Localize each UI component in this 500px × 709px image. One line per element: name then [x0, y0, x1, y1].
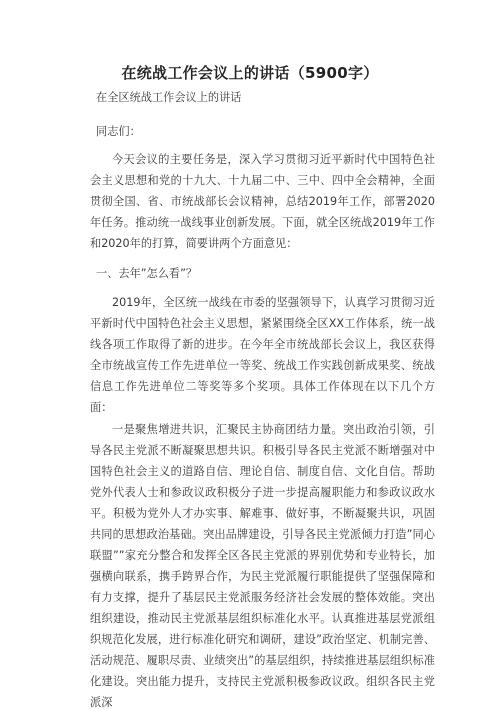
- greeting: 同志们：: [96, 125, 141, 138]
- section-heading: 一、去年”怎么看”？: [96, 267, 198, 280]
- paragraph-point-one: 一是聚焦增进共识，汇聚民主协商团结力量。突出政治引领，引导各民主党派不断凝聚思想共识。积极引导各民主党派不断增强对中国特色社会主义的道路自信、理论自信、制度自信、文化自信。帮助党外代表人士和参政议政积极分子进一步提高履职能力和参政议政水平。积极为党外人才办实事、解难事、做好事，不断凝聚共识，巩固共同的思想政治基础。突出品牌建设，引导各民主党派倾力打造”同心联盟””家充分整合和发挥全区各民主党派的界别优势和专业特长，加强横向联系，携手跨界合作，为民主党派履行职能提供了坚强保障和有力支撑，提升了基层民主党派服务经济社会发展的整体效能。突出组织建设，推动民主党派基层组织标准化水平。认真推进基层党派组织规范化发展，进行标准化研究和调研，建设”政治坚定、机制完善、活动规范、履职尽责、业绩突出”的基层组织，持续推进基层组织标准化建设。突出能力提升，支持民主党派积极参政议政。组织各民主党派深: [90, 423, 435, 709]
- document-title: 在统战工作会议上的讲话（5900字）: [121, 64, 379, 82]
- paragraph-summary: 2019年，全区统一战线在市委的坚强领导下，认真学习贯彻习近平新时代中国特色社会主义思想，紧紧围绕全区XX工作体系，统一战线各项工作取得了新的进步。在今年全市统战部长会议上，我区获得全市统战宣传工作先进单位一等奖、统战工作实践创新成果奖、统战信息工作先进单位二等奖等多个奖项。具体工作体现在以下几个方面：: [90, 296, 435, 414]
- document-subtitle: 在全区统战工作会议上的讲话: [96, 91, 242, 104]
- paragraph-intro: 今天会议的主要任务是，深入学习贯彻习近平新时代中国特色社会主义思想和党的十九大、十九届二中、三中、四中全会精神，全面贯彻全国、省、市统战部长会议精神，总结2019年工作，部署2020年任务。推动统一战线事业创新发展。下面，就全区统战2019年工作和2020年的打算，简要讲两个方面意见：: [90, 153, 435, 250]
